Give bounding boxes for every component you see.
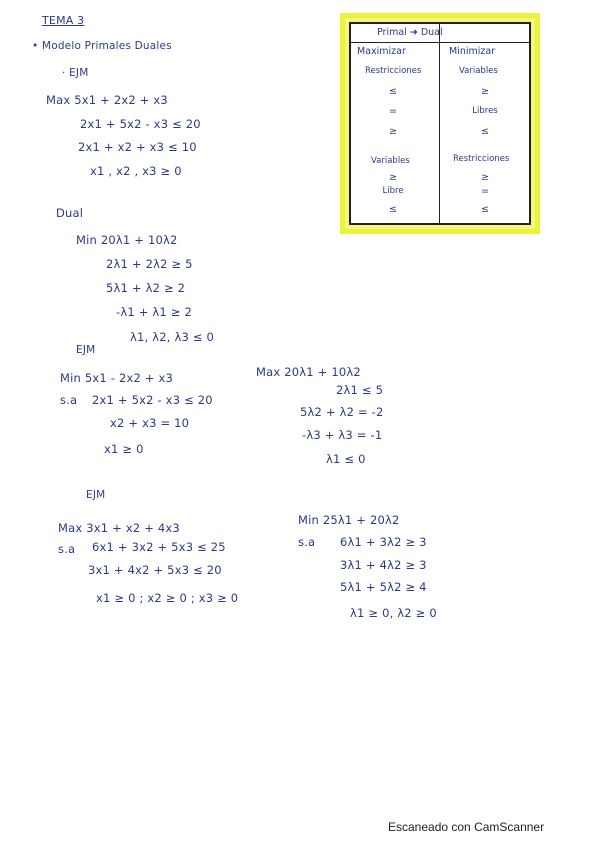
ex2-dual-constraint-3: -λ3 + λ3 = -1 [302, 428, 383, 442]
ex1-dual-constraint-1: 2λ1 + 2λ2 ≥ 5 [106, 257, 193, 271]
table-header-row [351, 24, 529, 43]
ex2-constraint-3: x1 ≥ 0 [104, 442, 144, 456]
example-label-2: EJM [76, 344, 96, 356]
ex2-dual-constraint-2: 5λ2 + λ2 = -2 [300, 405, 384, 419]
left-row-3: ≥ [389, 126, 397, 137]
ex3-constraint-1: 6x1 + 3x2 + 5x3 ≤ 25 [92, 540, 226, 554]
ex3-dual-sa: s.a [298, 535, 316, 549]
right-restricciones: Restricciones [453, 154, 510, 164]
ex1-constraint-1: 2x1 + 5x2 - x3 ≤ 20 [80, 117, 201, 131]
primal-dual-table [340, 13, 540, 234]
ex2-sa: s.a [60, 393, 78, 407]
ex1-dual-constraint-2: 5λ1 + λ2 ≥ 2 [106, 281, 186, 295]
ex3-dual-constraint-3: 5λ1 + 5λ2 ≥ 4 [340, 580, 427, 594]
left-maximizar: Maximizar [357, 46, 406, 57]
ex1-dual-label: Dual [56, 206, 84, 220]
ex3-constraint-2: 3x1 + 4x2 + 5x3 ≤ 20 [88, 563, 222, 577]
left-row-4: ≥ [389, 172, 397, 183]
left-variables: Variables [371, 156, 410, 166]
ex3-objective: Max 3x1 + x2 + 4x3 [58, 521, 180, 535]
ex2-dual-constraint-1: 2λ1 ≤ 5 [336, 383, 384, 397]
table-frame [349, 22, 531, 225]
ex3-constraint-3: x1 ≥ 0 ; x2 ≥ 0 ; x3 ≥ 0 [96, 591, 239, 605]
left-restricciones: Restricciones [365, 66, 422, 76]
table-divider [439, 24, 440, 223]
ex1-constraint-3: x1 , x2 , x3 ≥ 0 [90, 164, 182, 178]
left-row-1: ≤ [389, 86, 397, 97]
right-row-6: ≤ [481, 204, 489, 215]
right-minimizar: Minimizar [449, 46, 496, 57]
page-title: TEMA 3 [42, 14, 85, 27]
ex2-objective: Min 5x1 - 2x2 + x3 [60, 371, 174, 385]
ex1-dual-objective: Min 20λ1 + 10λ2 [76, 233, 178, 247]
ex3-dual-constraint-1: 6λ1 + 3λ2 ≥ 3 [340, 535, 427, 549]
right-row-4: ≥ [481, 172, 489, 183]
ex3-sa: s.a [58, 542, 76, 556]
ex3-dual-constraint-2: 3λ1 + 4λ2 ≥ 3 [340, 558, 427, 572]
right-row-1: ≥ [481, 86, 489, 97]
ex3-dual-constraint-4: λ1 ≥ 0, λ2 ≥ 0 [350, 606, 437, 620]
ex1-dual-constraint-4: λ1, λ2, λ3 ≤ 0 [130, 330, 215, 344]
ex1-objective: Max 5x1 + 2x2 + x3 [46, 93, 168, 107]
ex2-constraint-1: 2x1 + 5x2 - x3 ≤ 20 [92, 393, 213, 407]
left-row-2: = [389, 106, 397, 117]
example-label-3: EJM [86, 489, 106, 501]
right-row-3: ≤ [481, 126, 489, 137]
ex1-dual-constraint-3: -λ1 + λ1 ≥ 2 [116, 305, 193, 319]
ex2-dual-constraint-4: λ1 ≤ 0 [326, 452, 366, 466]
ex3-dual-objective: Min 25λ1 + 20λ2 [298, 513, 400, 527]
right-row-5: = [481, 186, 489, 197]
ex1-constraint-2: 2x1 + x2 + x3 ≤ 10 [78, 140, 197, 154]
left-row-5: Libre [382, 186, 404, 196]
example-label-1: · EJM [62, 67, 89, 79]
ex2-constraint-2: x2 + x3 = 10 [110, 416, 190, 430]
ex2-dual-objective: Max 20λ1 + 10λ2 [256, 365, 361, 379]
scanner-footer: Escaneado con CamScanner [388, 820, 545, 834]
right-row-2: Libres [472, 106, 498, 116]
table-header: Primal ➜ Dual [377, 27, 443, 38]
topic-heading: • Modelo Primales Duales [32, 40, 172, 52]
left-row-6: ≤ [389, 204, 397, 215]
right-variables: Variables [459, 66, 498, 76]
